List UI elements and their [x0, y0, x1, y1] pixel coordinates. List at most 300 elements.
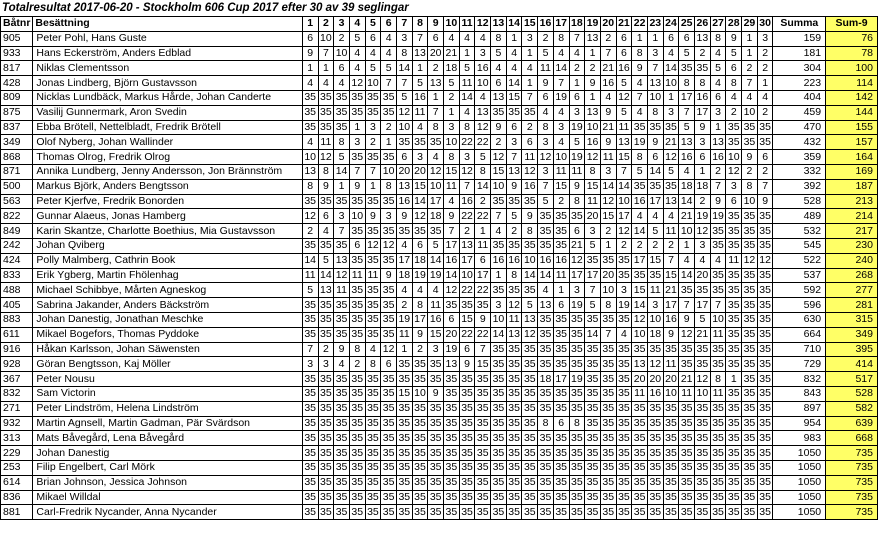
race-result-cell: 35 [304, 328, 317, 341]
race-result-cell: 8 [695, 76, 711, 91]
race-result-cell: 35 [429, 357, 442, 370]
race-result-cell: 9 [647, 135, 663, 150]
race-result-cell: 35 [351, 328, 364, 341]
race-result-cell: 5 [695, 312, 711, 327]
race-result-cell: 4 [506, 46, 522, 61]
race-result-cell: 12 [508, 298, 520, 311]
race-result-cell: 13 [633, 357, 646, 370]
race-result-cell: 35 [367, 194, 379, 207]
race-result-cell: 12 [571, 254, 583, 267]
race-result-cell: 35 [429, 476, 442, 489]
crew-cell: Karin Skantze, Charlotte Boethius, Mia Gustavsson [33, 224, 302, 239]
race-result-cell: 16 [429, 313, 442, 326]
summa-cell: 528 [773, 194, 826, 209]
race-result-cell: 35 [523, 476, 536, 489]
race-result-cell: 35 [633, 268, 646, 281]
race-result-cell: 35 [476, 446, 489, 459]
race-result-cell: 35 [429, 416, 442, 429]
race-result-cell: 35 [649, 416, 662, 429]
race-result-cell: 35 [727, 313, 740, 326]
race-result-cell: 15 [414, 180, 426, 193]
race-result-cell: 35 [665, 476, 677, 489]
race-result-cell: 35 [351, 372, 364, 385]
race-result-cell: 35 [727, 461, 740, 474]
race-result-cell: 35 [367, 446, 379, 459]
race-result-cell: 1 [569, 76, 585, 91]
race-result-cell: 4 [444, 31, 460, 46]
race-result-cell: 11 [459, 76, 475, 91]
race-result-cell: 9 [710, 194, 726, 209]
race-result-cell: 35 [429, 372, 442, 385]
boat-number-cell: 563 [1, 194, 33, 209]
race-result-cell: 20 [633, 372, 646, 385]
race-result-cell: 11 [553, 268, 569, 283]
race-result-cell: 35 [492, 505, 505, 518]
race-result-cell: 9 [538, 76, 554, 91]
sum9-cell: 277 [826, 283, 878, 298]
race-result-cell: 10 [367, 76, 379, 89]
race-result-cell: 35 [618, 357, 630, 370]
race-result-cell: 35 [602, 490, 615, 503]
race-result-cell: 35 [304, 431, 317, 444]
race-result-cell: 20 [414, 165, 426, 178]
race-result-cell: 2 [757, 61, 773, 76]
race-result-cell: 16 [492, 254, 505, 267]
race-result-cell: 12 [618, 224, 630, 237]
race-result-cell: 35 [649, 505, 662, 518]
race-result-cell: 35 [320, 461, 332, 474]
race-result-cell: 35 [382, 298, 395, 311]
race-result-cell: 35 [759, 357, 771, 370]
summa-cell: 304 [773, 61, 826, 76]
race-result-cell: 35 [523, 505, 536, 518]
race-result-cell: 16 [555, 254, 568, 267]
race-result-cell: 35 [351, 416, 364, 429]
race-header: 28 [727, 17, 740, 30]
race-result-cell: 35 [508, 431, 520, 444]
boat-number-cell: 881 [1, 505, 33, 520]
race-result-cell: 35 [492, 431, 505, 444]
race-result-cell: 9 [522, 209, 538, 224]
race-result-cell: 17 [696, 298, 709, 311]
race-result-cell: 14 [414, 194, 426, 207]
race-result-cell: 2 [396, 298, 412, 313]
race-result-cell: 35 [602, 254, 615, 267]
race-result-cell: 35 [398, 135, 411, 148]
boat-number-cell: 836 [1, 490, 33, 505]
race-result-cell: 10 [633, 328, 646, 341]
race-result-cell: 12 [476, 120, 489, 133]
race-result-cell: 7 [412, 31, 428, 46]
race-result-cell: 15 [445, 165, 458, 178]
race-result-cell: 7 [302, 342, 318, 357]
summa-cell: 843 [773, 386, 826, 401]
summa-cell: 545 [773, 238, 826, 253]
race-result-cell: 35 [335, 461, 348, 474]
race-result-cell: 9 [365, 209, 381, 224]
summa-cell: 1050 [773, 460, 826, 475]
race-result-cell: 1 [491, 268, 507, 283]
race-result-cell: 20 [445, 328, 458, 341]
race-result-cell: 5 [412, 76, 428, 91]
race-result-cell: 15 [649, 254, 662, 267]
race-result-cell: 35 [665, 505, 677, 518]
race-result-cell: 2 [663, 238, 679, 253]
race-result-cell: 15 [555, 180, 568, 193]
race-result-cell: 2 [757, 105, 773, 120]
race-result-cell: 35 [555, 357, 568, 370]
race-result-cell: 12 [492, 150, 505, 163]
race-result-cell: 35 [743, 268, 756, 281]
race-result-cell: 16 [461, 194, 473, 207]
crew-cell: Nicklas Lundbäck, Markus Hårde, Johan Canderte [33, 90, 302, 105]
race-result-cell: 35 [461, 298, 473, 311]
race-result-cell: 3 [647, 46, 663, 61]
race-result-cell: 2 [726, 105, 742, 120]
race-result-cell: 35 [727, 283, 740, 296]
race-result-cell: 5 [396, 90, 412, 105]
race-header: 18 [571, 17, 583, 30]
race-result-cell: 35 [414, 505, 426, 518]
race-result-cell: 35 [335, 431, 348, 444]
race-result-cell: 17 [476, 268, 489, 281]
race-result-cell: 35 [759, 416, 771, 429]
race-result-cell: 35 [727, 120, 740, 133]
race-result-cell: 35 [367, 150, 379, 163]
race-result-cell: 2 [647, 238, 663, 253]
race-result-cell: 15 [461, 313, 473, 326]
race-result-cell: 8 [742, 179, 758, 194]
race-result-cell: 21 [680, 209, 693, 222]
race-result-cell: 1 [349, 120, 365, 135]
race-result-cell: 7 [475, 342, 491, 357]
race-result-cell: 35 [586, 357, 599, 370]
race-result-cell: 7 [506, 150, 522, 165]
race-result-cell: 35 [555, 446, 568, 459]
race-result-cell: 35 [602, 402, 615, 415]
race-header: 1 [302, 17, 318, 32]
race-result-cell: 35 [743, 505, 756, 518]
race-result-cell: 35 [304, 387, 317, 400]
race-result-cell: 35 [586, 416, 599, 429]
race-result-cell: 35 [680, 61, 693, 74]
race-result-cell: 35 [382, 372, 395, 385]
race-result-cell: 21 [602, 61, 615, 74]
sum9-cell: 528 [826, 386, 878, 401]
race-result-cell: 7 [757, 179, 773, 194]
race-result-cell: 35 [351, 106, 364, 119]
race-result-cell: 35 [618, 416, 630, 429]
race-result-cell: 35 [382, 254, 395, 267]
race-result-cell: 3 [647, 298, 663, 313]
race-result-cell: 35 [649, 476, 662, 489]
race-result-cell: 4 [396, 238, 412, 253]
race-result-cell: 35 [429, 505, 442, 518]
race-result-cell: 12 [382, 342, 395, 355]
race-result-cell: 35 [665, 342, 677, 355]
race-result-cell: 35 [445, 461, 458, 474]
race-result-cell: 2 [334, 31, 350, 46]
race-result-cell: 12 [680, 328, 693, 341]
race-result-cell: 14 [665, 61, 677, 74]
crew-cell: Mats Båvegård, Lena Båvegård [33, 431, 302, 446]
race-result-cell: 10 [743, 194, 756, 207]
race-result-cell: 35 [743, 224, 756, 237]
race-result-cell: 9 [302, 46, 318, 61]
race-result-cell: 16 [586, 135, 599, 148]
race-result-cell: 15 [586, 180, 599, 193]
crew-cell: Jonas Lindberg, Björn Gustavsson [33, 76, 302, 91]
race-result-cell: 10 [649, 91, 662, 104]
race-result-cell: 35 [461, 416, 473, 429]
table-row [1, 224, 878, 239]
race-result-cell: 35 [523, 446, 536, 459]
race-result-cell: 3 [491, 298, 507, 313]
page-title: Totalresultat 2017-06-20 - Stockholm 606 Cup 2017 efter 30 av 39 seglingar [2, 2, 409, 14]
race-result-cell: 35 [523, 387, 536, 400]
race-result-cell: 35 [351, 476, 364, 489]
race-result-cell: 1 [444, 105, 460, 120]
race-result-cell: 35 [367, 224, 379, 237]
race-result-cell: 35 [743, 476, 756, 489]
race-result-cell: 14 [445, 268, 458, 281]
race-result-cell: 35 [508, 402, 520, 415]
race-result-cell: 17 [649, 194, 662, 207]
race-result-cell: 4 [553, 105, 569, 120]
race-result-cell: 16 [523, 180, 536, 193]
race-result-cell: 35 [680, 476, 693, 489]
race-result-cell: 17 [445, 239, 458, 252]
race-result-cell: 35 [382, 91, 395, 104]
race-result-cell: 7 [459, 179, 475, 194]
race-result-cell: 14 [492, 328, 505, 341]
race-result-cell: 35 [398, 402, 411, 415]
race-result-cell: 7 [553, 76, 569, 91]
race-result-cell: 7 [428, 105, 444, 120]
race-result-cell: 9 [381, 268, 397, 283]
crew-cell: Carl-Fredrik Nycander, Anna Nycander [33, 505, 302, 520]
summa-cell: 983 [773, 431, 826, 446]
race-result-cell: 2 [569, 61, 585, 76]
sum9-cell: 76 [826, 31, 878, 46]
sum9-cell: 240 [826, 253, 878, 268]
race-result-cell: 2 [616, 238, 632, 253]
sum9-cell: 639 [826, 416, 878, 431]
race-result-cell: 5 [475, 150, 491, 165]
summa-cell: 404 [773, 90, 826, 105]
race-result-cell: 35 [571, 431, 583, 444]
race-header: 17 [555, 17, 568, 30]
race-result-cell: 10 [304, 150, 317, 163]
summa-cell: 630 [773, 312, 826, 327]
race-result-cell: 22 [461, 135, 473, 148]
race-result-cell: 3 [412, 150, 428, 165]
race-result-cell: 12 [759, 254, 771, 267]
race-result-cell: 9 [349, 179, 365, 194]
boat-number-cell: 933 [1, 46, 33, 61]
race-result-cell: 22 [476, 328, 489, 341]
race-result-cell: 1 [459, 46, 475, 61]
race-header: 15 [523, 17, 536, 30]
race-result-cell: 14 [398, 61, 411, 74]
race-result-cell: 4 [412, 283, 428, 298]
race-result-cell: 35 [712, 431, 724, 444]
race-result-cell: 35 [335, 402, 348, 415]
race-result-cell: 6 [318, 209, 334, 224]
race-result-cell: 35 [398, 357, 411, 370]
race-result-cell: 35 [602, 461, 615, 474]
race-result-cell: 35 [743, 313, 756, 326]
race-result-cell: 35 [492, 416, 505, 429]
race-result-cell: 9 [428, 386, 444, 401]
boat-number-cell: 242 [1, 238, 33, 253]
race-result-cell: 4 [302, 135, 318, 150]
sum9-cell: 155 [826, 120, 878, 135]
crew-cell: Peter Pohl, Hans Guste [33, 31, 302, 46]
race-result-cell: 11 [585, 194, 601, 209]
race-result-cell: 35 [320, 120, 332, 133]
race-header: 7 [396, 17, 412, 32]
race-result-cell: 6 [412, 238, 428, 253]
race-result-cell: 2 [491, 135, 507, 150]
race-result-cell: 35 [367, 387, 379, 400]
race-result-cell: 8 [647, 105, 663, 120]
race-result-cell: 2 [632, 238, 648, 253]
race-result-cell: 35 [696, 61, 709, 74]
summa-cell: 223 [773, 76, 826, 91]
table-row [1, 298, 878, 313]
race-result-cell: 12 [539, 150, 552, 163]
race-result-cell: 17 [571, 268, 583, 281]
race-result-cell: 17 [696, 106, 709, 119]
race-result-cell: 35 [727, 490, 740, 503]
race-result-cell: 3 [616, 283, 632, 298]
race-result-cell: 19 [398, 313, 411, 326]
race-result-cell: 7 [381, 76, 397, 91]
race-result-cell: 12 [727, 165, 740, 178]
race-result-cell: 35 [367, 476, 379, 489]
race-result-cell: 6 [302, 31, 318, 46]
race-result-cell: 9 [506, 179, 522, 194]
race-result-cell: 18 [398, 268, 411, 281]
race-result-cell: 7 [632, 90, 648, 105]
race-result-cell: 35 [398, 431, 411, 444]
crew-cell: Sam Victorin [33, 386, 302, 401]
race-result-cell: 35 [712, 476, 724, 489]
race-result-cell: 20 [586, 209, 599, 222]
boat-number-cell: 932 [1, 416, 33, 431]
race-result-cell: 35 [523, 431, 536, 444]
race-result-cell: 35 [759, 239, 771, 252]
race-result-cell: 12 [523, 328, 536, 341]
race-result-cell: 35 [649, 180, 662, 193]
race-result-cell: 3 [318, 357, 334, 372]
race-result-cell: 15 [665, 268, 677, 281]
race-result-cell: 5 [679, 120, 695, 135]
race-result-cell: 8 [522, 224, 538, 239]
race-result-cell: 4 [679, 253, 695, 268]
race-result-cell: 10 [523, 254, 536, 267]
race-result-cell: 35 [476, 402, 489, 415]
race-result-cell: 16 [649, 387, 662, 400]
race-result-cell: 35 [586, 313, 599, 326]
race-result-cell: 3 [522, 31, 538, 46]
race-result-cell: 3 [553, 120, 569, 135]
race-result-cell: 5 [632, 164, 648, 179]
race-result-cell: 35 [508, 106, 520, 119]
race-result-cell: 35 [382, 476, 395, 489]
race-result-cell: 4 [742, 90, 758, 105]
sum9-cell: 187 [826, 179, 878, 194]
race-result-cell: 35 [476, 372, 489, 385]
race-result-cell: 7 [710, 298, 726, 313]
race-result-cell: 35 [461, 446, 473, 459]
table-row [1, 283, 878, 298]
race-result-cell: 21 [665, 135, 677, 148]
race-result-cell: 16 [696, 91, 709, 104]
race-result-cell: 35 [712, 239, 724, 252]
race-result-cell: 35 [398, 476, 411, 489]
race-result-cell: 35 [555, 313, 568, 326]
race-result-cell: 12 [335, 268, 348, 281]
race-result-cell: 13 [508, 165, 520, 178]
race-result-cell: 35 [335, 372, 348, 385]
race-result-cell: 35 [759, 209, 771, 222]
race-result-cell: 35 [571, 209, 583, 222]
race-result-cell: 1 [522, 46, 538, 61]
sum9-cell: 268 [826, 268, 878, 283]
race-header: 26 [696, 17, 709, 30]
race-result-cell: 8 [491, 31, 507, 46]
race-result-cell: 35 [367, 402, 379, 415]
sum9-cell: 735 [826, 505, 878, 520]
race-result-cell: 4 [538, 105, 554, 120]
race-result-cell: 11 [600, 150, 616, 165]
race-result-cell: 6 [616, 31, 632, 46]
race-result-cell: 14 [476, 180, 489, 193]
table-row [1, 164, 878, 179]
race-result-cell: 3 [538, 164, 554, 179]
race-result-cell: 4 [553, 46, 569, 61]
race-result-cell: 2 [302, 224, 318, 239]
race-result-cell: 1 [647, 31, 663, 46]
race-result-cell: 8 [334, 135, 350, 150]
race-result-cell: 35 [461, 372, 473, 385]
race-result-cell: 8 [506, 268, 522, 283]
race-result-cell: 35 [351, 490, 364, 503]
race-result-cell: 35 [382, 106, 395, 119]
race-result-cell: 8 [632, 46, 648, 61]
race-result-cell: 35 [696, 416, 709, 429]
race-result-cell: 35 [445, 372, 458, 385]
race-result-cell: 2 [428, 61, 444, 76]
race-result-cell: 35 [335, 194, 348, 207]
race-result-cell: 35 [602, 387, 615, 400]
race-result-cell: 10 [445, 135, 458, 148]
race-result-cell: 35 [304, 476, 317, 489]
race-result-cell: 12 [320, 150, 332, 163]
race-result-cell: 10 [680, 224, 693, 237]
race-result-cell: 35 [649, 120, 662, 133]
race-result-cell: 35 [712, 416, 724, 429]
race-result-cell: 14 [555, 61, 568, 74]
race-result-cell: 35 [743, 357, 756, 370]
race-result-cell: 35 [476, 476, 489, 489]
race-result-cell: 8 [412, 298, 428, 313]
race-result-cell: 35 [367, 106, 379, 119]
race-result-cell: 9 [632, 61, 648, 76]
race-result-cell: 8 [569, 194, 585, 209]
